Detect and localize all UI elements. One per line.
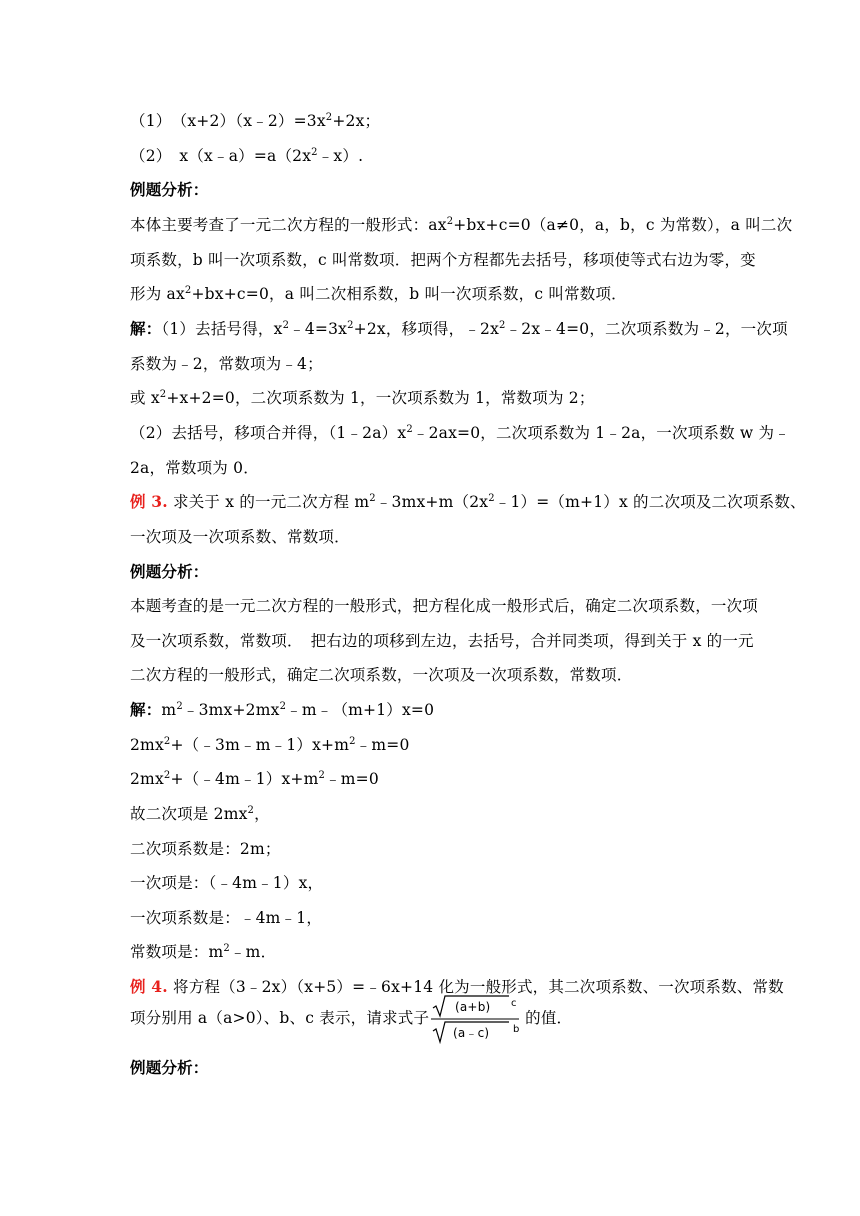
superscript: 2 bbox=[163, 770, 171, 781]
superscript: 2 bbox=[369, 493, 376, 504]
fraction-radical-formula bbox=[431, 994, 523, 1044]
paragraph-2-line-1: 本题考查的是一元二次方程的一般形式，把方程化成一般形式后，确定二次项系数，一次项 bbox=[130, 597, 759, 615]
solution-3-line-1 bbox=[130, 699, 740, 721]
text: （2） x（x﹣a）=a（2x bbox=[130, 147, 312, 165]
text: +（﹣3m﹣m﹣1）x+m bbox=[170, 736, 350, 754]
paragraph-2-line-2: 及一次项系数，常数项． 把右边的项移到左边，去括号，合并同类项，得到关于 x 的一元 bbox=[130, 632, 754, 650]
solution-3-line-3 bbox=[130, 768, 740, 790]
text: 故二次项是 2mx bbox=[130, 805, 248, 823]
text: ﹣m=0 bbox=[355, 736, 410, 754]
text: ﹣2x﹣4=0，二次项系数为﹣2，一次项 bbox=[505, 320, 788, 338]
text: ﹣3mx+m（2x bbox=[375, 493, 489, 511]
example-3-line-1 bbox=[130, 491, 806, 513]
superscript: 2 bbox=[159, 389, 167, 400]
formula-denominator-exponent: b bbox=[513, 1024, 520, 1035]
text: （2）去括号，移项合并得，（1﹣2a）x bbox=[130, 424, 407, 442]
text: 2mx bbox=[130, 770, 164, 788]
example-label: 例 3. bbox=[130, 492, 168, 511]
solution-1-line-3 bbox=[130, 387, 740, 409]
superscript: 2 bbox=[311, 147, 318, 158]
superscript: 2 bbox=[406, 424, 413, 435]
text: 求关于 x 的一元二次方程 m bbox=[173, 493, 370, 511]
text: ﹣m． bbox=[229, 943, 277, 961]
solution-3-line-5: 二次项系数是：2m； bbox=[130, 840, 281, 858]
text: 将方程（3﹣2x）（x+5）=﹣6x+14 化为一般形式，其二次项系数、一次项系数、常数 bbox=[173, 978, 784, 996]
solution-label: 解： bbox=[130, 700, 162, 719]
solution-3-line-6: 一次项是：（﹣4m﹣1）x， bbox=[130, 874, 324, 892]
solution-3-line-2 bbox=[130, 734, 740, 756]
superscript: 2 bbox=[247, 805, 255, 816]
solution-1-line-2: 系数为﹣2，常数项为﹣4； bbox=[130, 355, 323, 373]
superscript: 2 bbox=[318, 770, 326, 781]
superscript: 2 bbox=[488, 493, 495, 504]
text: （1） （x+2）（x﹣2）=3x bbox=[130, 112, 326, 130]
formula-numerator: (a+b) bbox=[455, 1000, 491, 1014]
text: 的值． bbox=[525, 1009, 573, 1027]
text: 项分别用 a（a>0）、b、c 表示，请求式子 bbox=[130, 1009, 430, 1027]
superscript: 2 bbox=[223, 943, 230, 954]
text: ﹣2ax=0，二次项系数为 1﹣2a，一次项系数 w 为﹣ bbox=[412, 424, 790, 442]
superscript: 2 bbox=[499, 320, 506, 331]
superscript: 2 bbox=[279, 701, 287, 712]
example-4-line-2 bbox=[130, 990, 740, 1046]
superscript: 2 bbox=[347, 320, 354, 331]
example-label: 例 4. bbox=[130, 977, 168, 996]
analysis-heading-1: 例题分析： bbox=[130, 180, 209, 199]
text: +bx+c=0（a≠0，a，b，c 为常数），a 叫二次 bbox=[453, 216, 793, 234]
solution-2-line-2: 2a，常数项为 0． bbox=[130, 459, 259, 477]
solution-3-line-7: 一次项系数是：﹣4m﹣1， bbox=[130, 909, 323, 927]
text: ﹣3mx+2mx bbox=[182, 701, 280, 719]
superscript: 2 bbox=[349, 736, 356, 747]
superscript: 2 bbox=[184, 285, 192, 296]
text: m bbox=[161, 701, 177, 719]
text: +x+2=0，二次项系数为 1，一次项系数为 1，常数项为 2； bbox=[166, 389, 595, 407]
paragraph-1-line-1 bbox=[130, 214, 793, 236]
text: 形为 ax bbox=[130, 285, 185, 303]
superscript: 2 bbox=[176, 701, 183, 712]
solution-3-line-8 bbox=[130, 941, 740, 963]
equation-2 bbox=[130, 145, 740, 167]
text: ﹣m=0 bbox=[325, 770, 379, 788]
example-3-line-2: 一次项及一次项系数、常数项． bbox=[130, 528, 350, 546]
analysis-heading-2: 例题分析： bbox=[130, 562, 209, 581]
analysis-heading-3: 例题分析： bbox=[130, 1058, 209, 1077]
formula-numerator-exponent: c bbox=[511, 998, 517, 1009]
text: 或 x bbox=[130, 389, 160, 407]
text: +bx+c=0，a 叫二次相系数，b 叫一次项系数，c 叫常数项． bbox=[191, 285, 627, 303]
superscript: 2 bbox=[325, 112, 333, 123]
formula-denominator: (a﹣c) bbox=[453, 1026, 490, 1040]
text: +2x，移项得，﹣2x bbox=[353, 320, 500, 338]
text: ﹣4=3x bbox=[289, 320, 348, 338]
text: 常数项是：m bbox=[130, 943, 224, 961]
text: （1）去括号得，x bbox=[161, 320, 283, 338]
solution-2-line-1 bbox=[130, 422, 790, 444]
formula-graphic bbox=[431, 994, 523, 1044]
text: 本体主要考查了一元二次方程的一般形式：ax bbox=[130, 216, 447, 234]
text: ， bbox=[254, 805, 270, 823]
text: ﹣1）=（m+1）x 的二次项及二次项系数、 bbox=[494, 493, 806, 511]
solution-label: 解： bbox=[130, 319, 162, 338]
paragraph-1-line-2: 项系数，b 叫一次项系数，c 叫常数项．把两个方程都先去括号，移项使等式右边为零，变 bbox=[130, 251, 756, 269]
text: ﹣x）. bbox=[317, 147, 364, 165]
paragraph-1-line-3 bbox=[130, 283, 740, 305]
text: 2mx bbox=[130, 736, 164, 754]
equation-1 bbox=[130, 110, 740, 132]
solution-3-line-4 bbox=[130, 803, 740, 825]
superscript: 2 bbox=[446, 216, 454, 227]
text: ﹣m﹣（m+1）x=0 bbox=[286, 701, 435, 719]
solution-1-line-1 bbox=[130, 318, 788, 340]
text: +（﹣4m﹣1）x+m bbox=[170, 770, 319, 788]
paragraph-2-line-3: 二次方程的一般形式，确定二次项系数，一次项及一次项系数，常数项． bbox=[130, 666, 633, 684]
superscript: 2 bbox=[163, 736, 171, 747]
superscript: 2 bbox=[282, 320, 290, 331]
text: +2x； bbox=[332, 112, 381, 130]
